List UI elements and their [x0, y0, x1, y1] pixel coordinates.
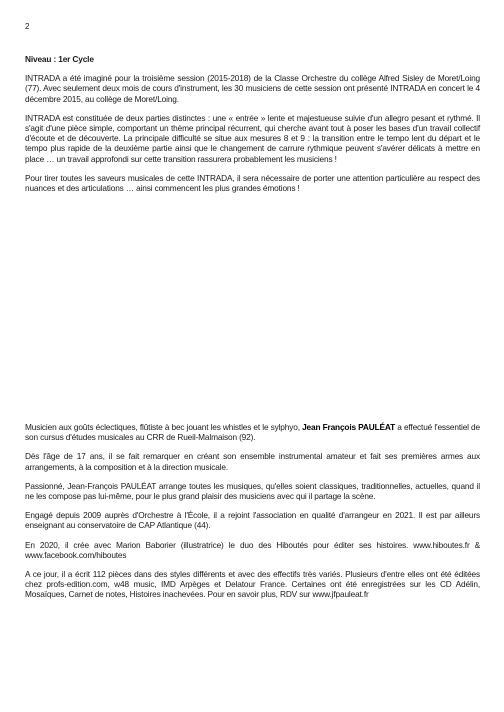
page-number: 2 [25, 22, 30, 31]
level-section [25, 54, 480, 202]
bio-intro-text-end: a effectué l'essentiel de son cursus d'études musicales au CRR de Rueil-Malmaison (92). [25, 422, 480, 443]
bio-intro-text: Musicien aux goûts éclectiques, flûtiste à bec jouant les whistles et le sylphyo, [25, 422, 303, 432]
bio-section [25, 422, 480, 609]
bio-intro-paragraph [25, 422, 480, 442]
level-paragraph-3: Pour tirer toutes les saveurs musicales de cette INTRADA, il sera nécessaire de porter une attention particulière au respect des nuances et des articulations … ainsi commencent les plus grandes émotions ! [25, 172, 480, 194]
level-paragraph-2: INTRADA est constituée de deux parties distinctes : une « entrée » lente et majestueuse suivie d'un allegro pesant et rythmé. Il s'agit d'une pièce simple, comportant un thème principal récurrent, qui cherche avant tout à poser les bases d'un travail collectif d'écoute et de découverte. La principale difficulté se situe aux mesures 8 et 9 : la transition entre le tempo lent du départ et le tempo plus rapide de la deuxième partie ainsi que le changement de carrure rythmique peuvent s'avérer délicats à mettre en place … un travail approfondi sur cette transition rassurera probablement les musiciens ! [25, 112, 480, 164]
bio-paragraph-5: A ce jour, il a écrit 112 pièces dans des styles différents et avec des effectifs très variés. Plusieurs d'entre elles ont été éditées chez profs-edition.com, w48 music, IMD Arpèges et Delatour France. Certaines ont été enregistrées sur les CD Adélin, Mosaïques, Carnet de notes, Histoires inachevées. Pour en savoir plus, RDV sur www.jfpauleat.fr [25, 569, 480, 600]
bio-paragraph-1: Dès l'âge de 17 ans, il se fait remarquer en créant son ensemble instrumental amateur et fait ses premières armes aux arrangements, à la composition et à la direction musicale. [25, 451, 480, 472]
level-heading: Niveau : 1er Cycle [25, 54, 94, 64]
bio-paragraph-4: En 2020, il crée avec Marion Baborier (illustratrice) le duo des Hiboutés pour éditer ses histoires. www.hiboutes.fr & www.facebook.com/hiboutes [25, 539, 480, 560]
composer-name: Jean François PAULÉAT [302, 422, 396, 432]
bio-paragraph-2: Passionné, Jean-François PAULÉAT arrange toutes les musiques, qu'elles soient classiques, traditionnelles, actuelles, quand il ne les compose pas lui-même, pour le plus grand plaisir des musiciens avec qui il partage la scène. [25, 480, 480, 502]
level-paragraph-1: INTRADA a été imaginé pour la troisième session (2015-2018) de la Classe Orchestre du collège Alfred Sisley de Moret/Loing (77). Avec seulement deux mois de cours d'instrument, les 30 musiciens de cette session ont présenté INTRADA en concert le 4 décembre 2015, au collège de Moret/Loing. [25, 73, 480, 104]
bio-paragraph-3: Engagé depuis 2009 auprès d'Orchestre à l'École, il a rejoint l'association en qualité d'arrangeur en 2021. Il est par ailleurs enseignant au conservatoire de CAP Atlantique (44). [25, 510, 480, 531]
